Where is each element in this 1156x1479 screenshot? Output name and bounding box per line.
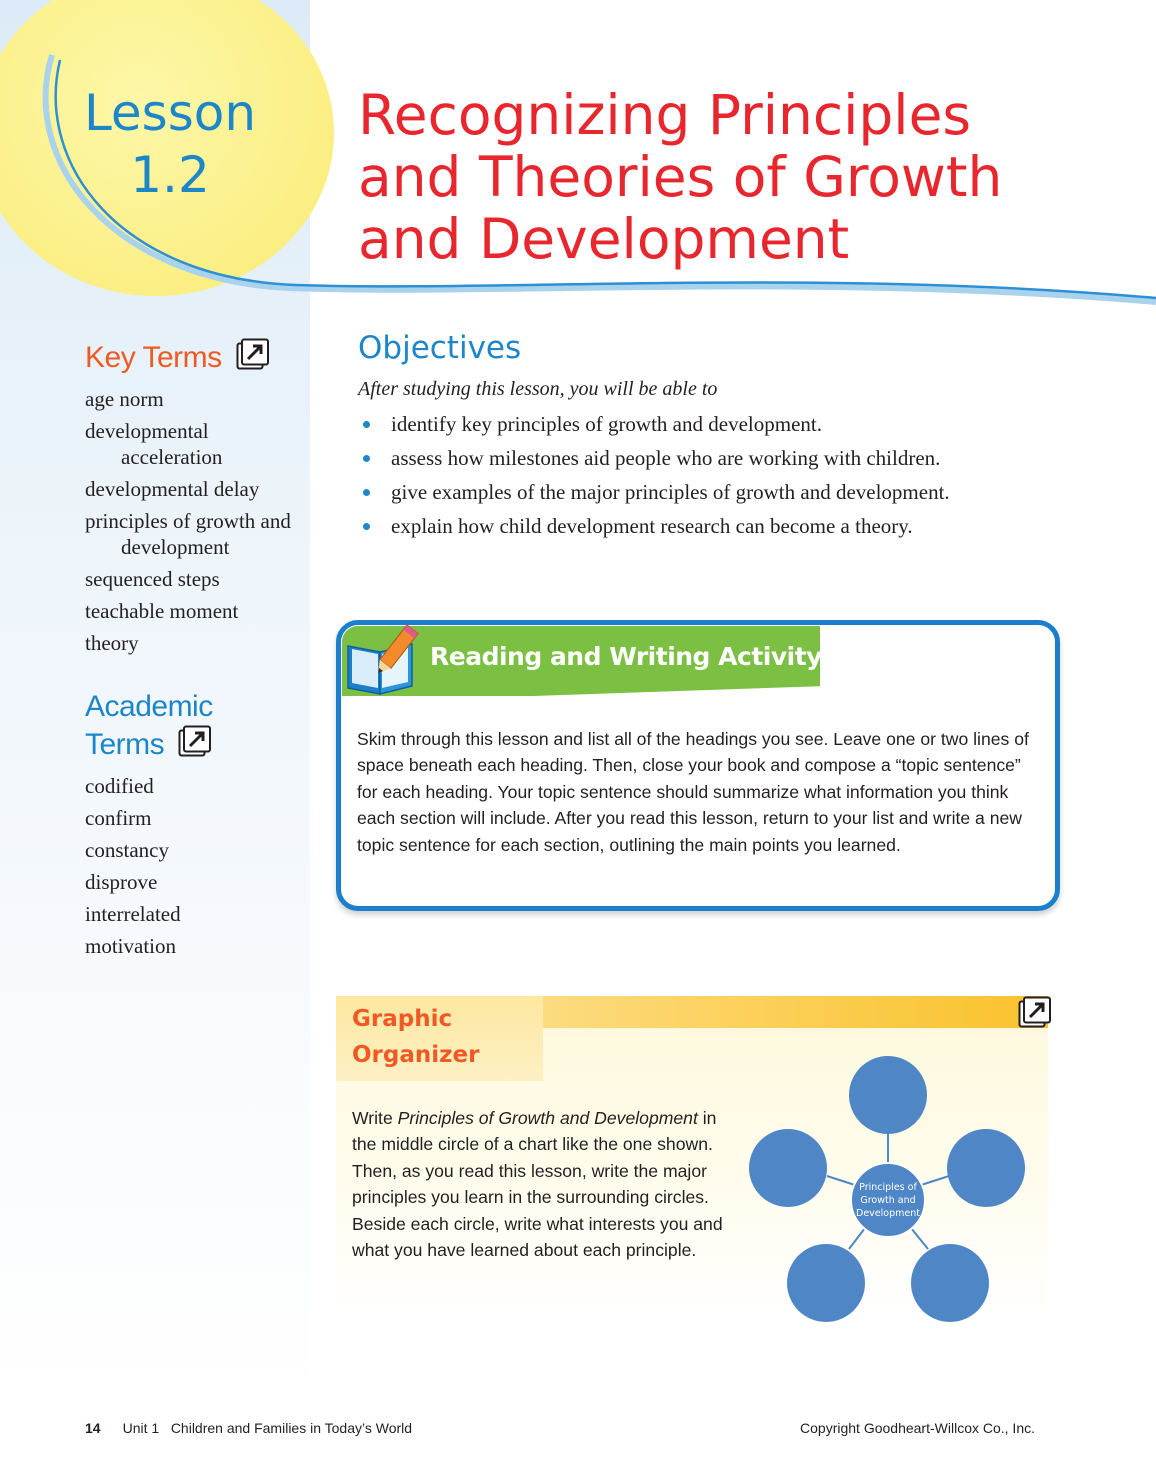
- academic-term: codified: [85, 774, 154, 798]
- academic-term: interrelated: [85, 902, 181, 926]
- center-circle-label: Principles of: [859, 1182, 917, 1193]
- objective-item: identify key principles of growth and development.: [358, 411, 1078, 437]
- outer-circle: [947, 1129, 1025, 1207]
- academic-term: constancy: [85, 838, 169, 862]
- outer-circle: [749, 1129, 827, 1207]
- body-text: Write: [352, 1108, 398, 1128]
- external-link-icon[interactable]: [1018, 996, 1052, 1028]
- objective-item: assess how milestones aid people who are working with children.: [358, 445, 1078, 471]
- page-number: 14: [85, 1420, 101, 1436]
- key-term: developmental acceleration: [85, 419, 223, 469]
- academic-terms-list: [85, 773, 300, 965]
- graphic-organizer-title-line: Organizer: [352, 1042, 480, 1068]
- body-italic-text: Principles of Growth and Development: [397, 1108, 698, 1128]
- outer-circle: [911, 1244, 989, 1322]
- graphic-organizer-title-line: Graphic: [352, 1006, 453, 1032]
- outer-circle: [849, 1056, 927, 1134]
- objectives-list: [358, 411, 1078, 547]
- title-line: and Theories of Growth: [358, 145, 1003, 209]
- key-terms-heading: [85, 338, 270, 376]
- lesson-word: Lesson: [83, 84, 257, 142]
- key-term: teachable moment: [85, 599, 239, 623]
- center-circle-label: Development: [856, 1208, 920, 1219]
- graphic-organizer-body: [352, 1105, 732, 1263]
- reading-writing-title: Reading and Writing Activity: [430, 642, 822, 671]
- objective-item: give examples of the major principles of growth and development.: [358, 479, 1078, 505]
- connector-line: [911, 1228, 928, 1249]
- key-term: sequenced steps: [85, 567, 220, 591]
- objectives-intro: After studying this lesson, you will be able to: [358, 378, 718, 400]
- key-term: principles of growth and development: [85, 509, 291, 559]
- key-term: theory: [85, 631, 139, 655]
- reading-writing-body: Skim through this lesson and list all of the headings you see. Leave one or two lines of space beneath each heading. Then, close your book and compose a “topic sentence” for each heading. Your topic sentence should summarize what information you think each section will include. After you read this lesson, return to your list and write a new topic sentence for each section, outlining the main points you learned.: [357, 729, 1029, 855]
- academic-terms-heading: [85, 689, 285, 763]
- book-pencil-icon: [340, 622, 430, 698]
- title-line: Recognizing Principles: [358, 83, 972, 147]
- page-title: [358, 84, 1118, 270]
- graphic-organizer-title: [352, 1001, 552, 1073]
- key-terms-list: [85, 386, 300, 662]
- key-term: age norm: [85, 387, 164, 411]
- external-link-icon[interactable]: [178, 725, 212, 757]
- principles-diagram: [745, 1050, 1035, 1330]
- page-footer: [85, 1420, 1045, 1436]
- lesson-number: 1.2: [130, 146, 210, 204]
- center-circle-label: Growth and: [860, 1195, 916, 1206]
- academic-term: confirm: [85, 806, 152, 830]
- objectives-heading: Objectives: [358, 330, 522, 366]
- academic-terms-label: Academic Terms: [85, 690, 213, 761]
- lesson-label: [70, 82, 270, 206]
- academic-term: motivation: [85, 934, 176, 958]
- outer-circle: [787, 1244, 865, 1322]
- key-terms-label: Key Terms: [85, 341, 222, 374]
- academic-term: disprove: [85, 870, 158, 894]
- key-term: developmental delay: [85, 477, 260, 501]
- body-text: in the middle circle of a chart like the one shown. Then, as you read this lesson, write the major principles you learn in the surrounding circles. Beside each circle, write what interests you and what you have learned about each principle.: [352, 1108, 723, 1261]
- connector-line: [849, 1228, 865, 1249]
- copyright: Copyright Goodheart-Willcox Co., Inc.: [800, 1420, 1035, 1436]
- unit-text: Unit 1 Children and Families in Today’s World: [122, 1420, 413, 1436]
- external-link-icon[interactable]: [236, 338, 270, 370]
- title-line: and Development: [358, 207, 850, 271]
- objective-item: explain how child development research can become a theory.: [358, 513, 1078, 539]
